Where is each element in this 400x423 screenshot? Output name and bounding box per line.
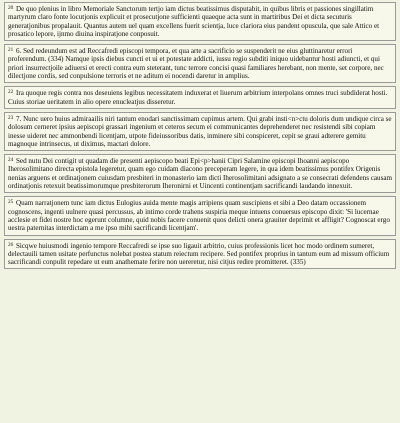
paragraph-number: 25 bbox=[8, 199, 14, 206]
paragraph-number: 24 bbox=[8, 157, 14, 164]
paragraph-text: Ira quoque regis contra nos deseuiens legibus necessitatem induxerat et liuerum arbitrium interpolans omnes truci subdiderat hosti. Cuius storiae ueritatem in alio opere enucleatjus disseretur. bbox=[8, 89, 388, 106]
paragraph-number: 21 bbox=[8, 47, 14, 54]
paragraph-entry-22 bbox=[4, 86, 396, 109]
paragraph-entry-20 bbox=[4, 2, 396, 41]
document-page bbox=[4, 2, 396, 269]
paragraph-number: 22 bbox=[8, 89, 14, 96]
paragraph-text: 6. Sed redeundum est ad Reccafredi episcopi tempora, et qua arte a sacrificio se suspenderit ne eius gluttinaretur errori proferendum. (334) Namque ipsis diebus cuncti et ui et potestate addicti, iussu regio subditi iniquo uidebantur hosti adiuncti, et qui priori insurrectjoile adiuersi et erecti contra eum steterant, tunc terrore concisi quasi familiares herebant, non mente, set corpore, nec dilectjone cordis, sed conpulsione terroris et ne aditum ei nocendi daretur in amplius. bbox=[8, 47, 384, 81]
paragraph-text: Quam narratjonem tunc iam dictus Eulogius auida mente magis arripiens quam suscipiens et sibi a Deo datam occassionem cognoscens, ingenti uulnere quasi percussus, ab intimo corde trahens suspiria meque intuens conuersus episcopo dixit: 'Si lucernae acclesie et fidei nostre hoc egerunt columne, quid nobis facere conuenit quos delicti onera grauiter deprimit et affligit? Cognoscat ergo uestra paternitas interdictam a me ipso mihi sacrificandi licentjam'. bbox=[8, 199, 390, 233]
paragraph-text: De quo plenius in libro Memoriale Sanctorum tertjo iam dictus beatissimus disputabit, in quibus libris et passiones singillatim martyrum claro fonte locutjonis explicuit et prosecutjone sufficienti quaeque acta sunt in martiribus Dei et dicta secuturis generatjonibus propalauit. Quantus autem uel quam excellens fuerit scientja, luce clariora eius pandent opuscula, que sale Attico et prosatico lepore, ijnmo diuina inspiratjone conposuit. bbox=[8, 5, 380, 38]
paragraph-number: 20 bbox=[8, 5, 14, 11]
paragraph-entry-24 bbox=[4, 154, 396, 193]
paragraph-text: 7. Nunc uero huius admiraailis niri tantum enodari sanctissimam cupimus artem. Qui grabi insti<n>ctu doloris dum undique circa se dolosum cerneret ipsius aepiscopi grassari ingenium et ceteros secum ei communicantes deprehenderet nec resistendi sibi copiam inesse uideret nec ammonbendi licentjam, utpote fideiussoribus datis, inminere sibi conspiceret, cepit se graui adterere gemitu magnoque intrinsecus, ut diximus, mactari dolore. bbox=[8, 114, 392, 148]
paragraph-entry-26 bbox=[4, 239, 396, 270]
paragraph-entry-21 bbox=[4, 44, 396, 83]
paragraph-number: 26 bbox=[8, 241, 14, 248]
paragraph-text: Sed nutu Dei contigit ut quadam die presenti aepiscopo beati Epi<p>hanii Cipri Salamine episcopi Ihoanni aepiscopo Iherosolimitano directa epistola legeretur, quam ego cuidam diacono preceperam legere, in qua idem beatissimus pontifex Origenis nenias arguens et ordinatjonem cuiusdam presbiteri in monasterio iam dicti Iherosolimitani adsignato a se consecrati defendens causam ordinatjonis retexuit beatissimorumque presbiterorum Iheronirni et Uincenti continentjam sacrificandi laudando innexuit. bbox=[8, 157, 392, 191]
paragraph-text: Sicqwe huiusmodi ingenio tempore Reccafredi se ipse suo ligauit arbitrio, cuius professionis licet hoc modo ordinem sumeret, delectauili tamen usitate perfunctus nolebat postea statum reiectum recipere. Sed pontifex proprius in tantum eum ad missum officium sacrificandi conpulit repedare ut eum anathemate ferire non uereretur, nisi citjus redire promitteret. (335) bbox=[8, 241, 390, 267]
paragraph-number: 23 bbox=[8, 114, 14, 121]
paragraph-entry-25 bbox=[4, 196, 396, 235]
paragraph-entry-23 bbox=[4, 112, 396, 151]
